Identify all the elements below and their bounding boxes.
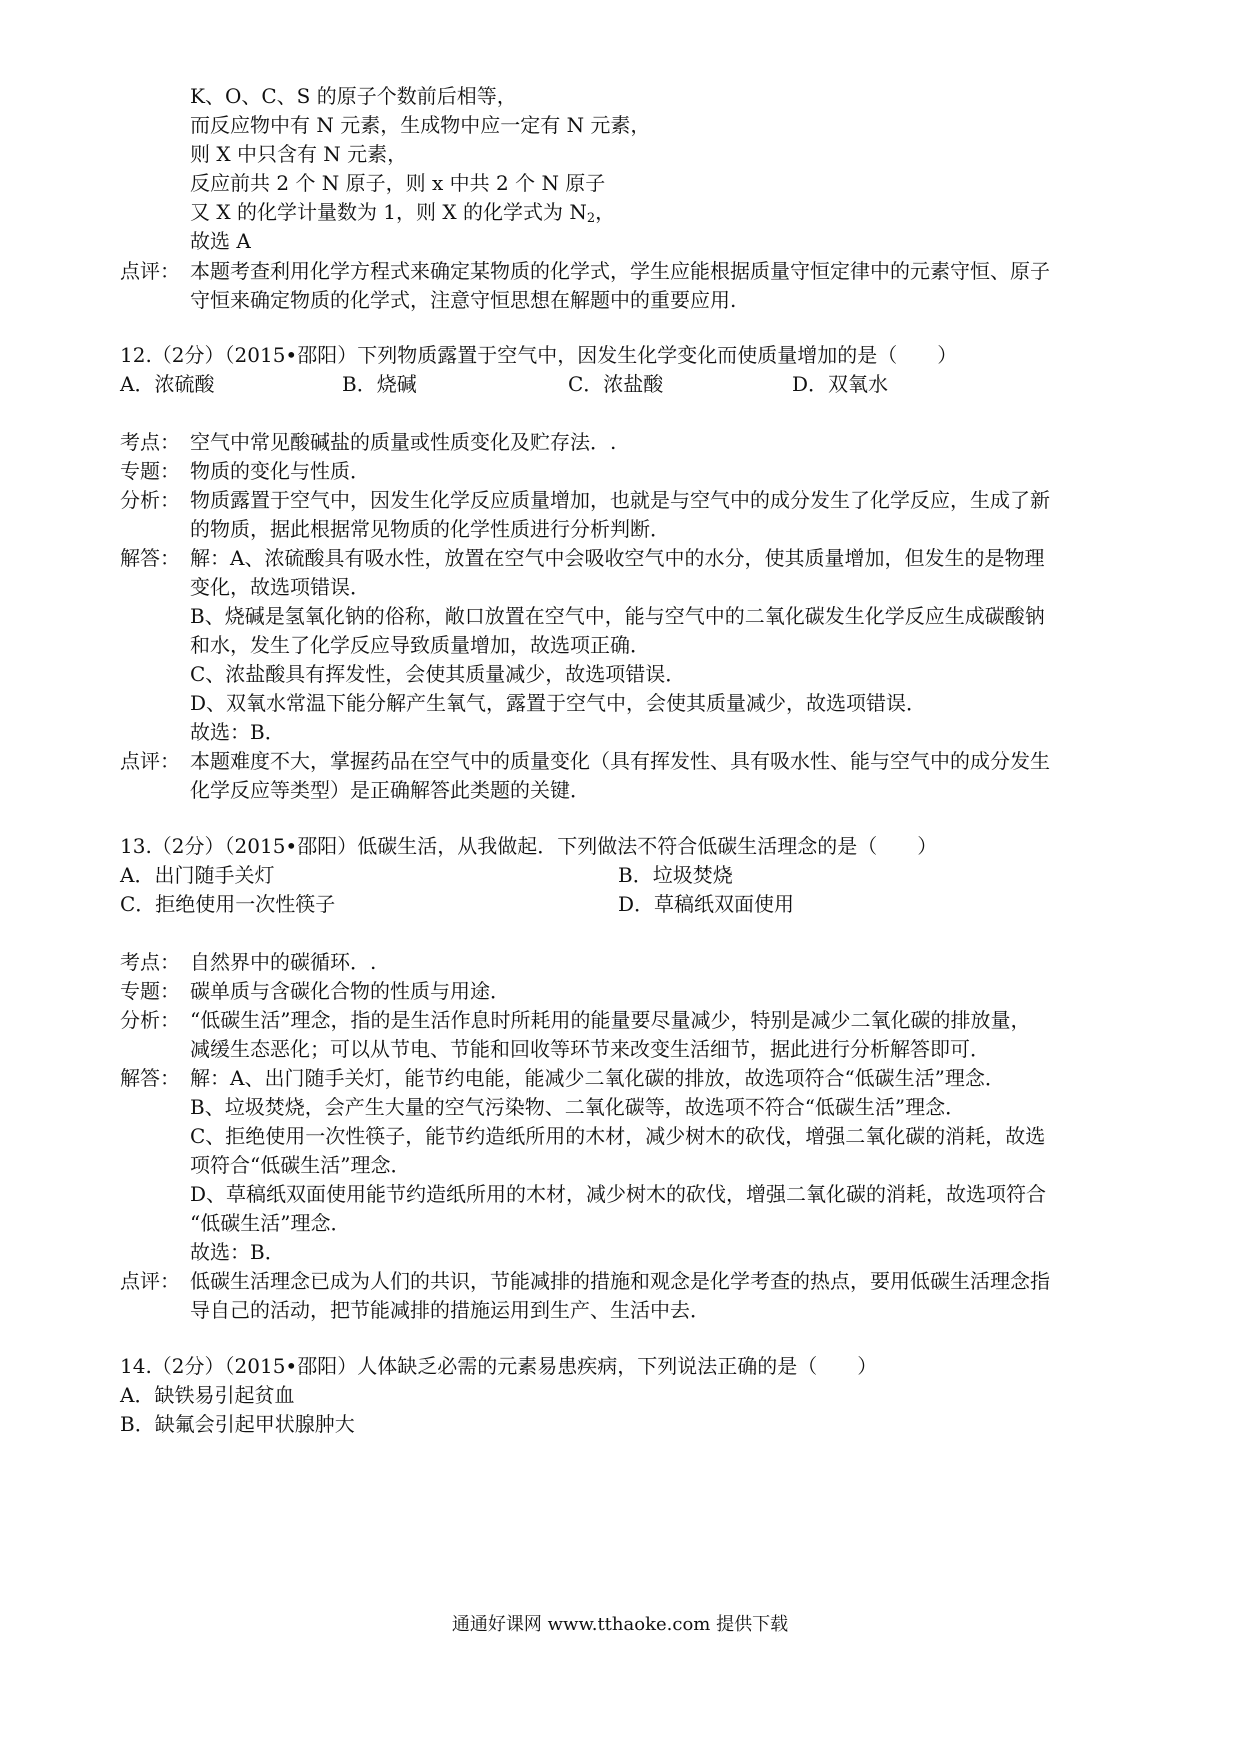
jieda-line: 和水，发生了化学反应导致质量增加，故选项正确．	[190, 633, 650, 657]
fenxi-line: 的物质，据此根据常见物质的化学性质进行分析判断．	[190, 517, 670, 541]
intro-line: 而反应物中有 N 元素，生成物中应一定有 N 元素，	[190, 113, 651, 137]
option-d: D．草稿纸双面使用	[618, 892, 795, 916]
jieda-label: 解答：	[120, 546, 180, 570]
option-b: B．烧碱	[342, 372, 417, 396]
question-stem: 13.（2分）（2015•邵阳）低碳生活，从我做起．下列做法不符合低碳生活理念的是（ ）	[120, 834, 938, 858]
fenxi-line: 减缓生态恶化；可以从节电、节能和回收等环节来改变生活细节，据此进行分析解答即可．	[190, 1037, 990, 1061]
zhuanti-text: 碳单质与含碳化合物的性质与用途．	[190, 979, 510, 1003]
zhuanti-text: 物质的变化与性质．	[190, 459, 370, 483]
jieda-line: C、浓盐酸具有挥发性，会使其质量减少，故选项错误．	[190, 662, 686, 686]
option-d: D．双氧水	[792, 372, 889, 396]
question-stem: 12.（2分）（2015•邵阳）下列物质露置于空气中，因发生化学变化而使质量增加的是（ ）	[120, 343, 958, 367]
kaodian-label: 考点：	[120, 950, 180, 974]
option-c: C．浓盐酸	[568, 372, 664, 396]
option-c: C．拒绝使用一次性筷子	[120, 892, 336, 916]
comment-label: 点评：	[120, 259, 180, 283]
comment-line: 本题考查利用化学方程式来确定某物质的化学式，学生应能根据质量守恒定律中的元素守恒、原子	[190, 259, 1050, 283]
jieda-line: B、垃圾焚烧，会产生大量的空气污染物、二氧化碳等，故选项不符合“低碳生活”理念．	[190, 1095, 966, 1119]
jieda-line: D、草稿纸双面使用能节约造纸所用的木材，减少树木的砍伐，增强二氧化碳的消耗，故选项符合	[190, 1182, 1047, 1206]
jieda-line: D、双氧水常温下能分解产生氧气，露置于空气中，会使其质量减少，故选项错误．	[190, 691, 927, 715]
comment-line: 守恒来确定物质的化学式，注意守恒思想在解题中的重要应用.	[190, 288, 737, 312]
kaodian-text: 空气中常见酸碱盐的质量或性质变化及贮存法．.	[190, 430, 617, 454]
fenxi-line: “低碳生活”理念，指的是生活作息时所耗用的能量要尽量减少，特别是减少二氧化碳的排放量，	[190, 1008, 1031, 1032]
formula-subscript: 2	[586, 211, 596, 226]
dianping-line: 导自己的活动，把节能减排的措施运用到生产、生活中去．	[190, 1298, 710, 1322]
dianping-line: 低碳生活理念已成为人们的共识，节能减排的措施和观念是化学考查的热点，要用低碳生活理念指	[190, 1269, 1050, 1293]
fenxi-label: 分析：	[120, 1008, 180, 1032]
jieda-line: 故选：B．	[190, 1240, 285, 1264]
jieda-line: B、烧碱是氢氧化钠的俗称，敞口放置在空气中，能与空气中的二氧化碳发生化学反应生成碳酸钠	[190, 604, 1045, 628]
option-a: A．缺铁易引起贫血	[120, 1383, 295, 1407]
fenxi-label: 分析：	[120, 488, 180, 512]
kaodian-text: 自然界中的碳循环．.	[190, 950, 377, 974]
intro-formula-line	[190, 198, 615, 233]
formula-tail: ，	[595, 200, 616, 224]
dianping-label: 点评：	[120, 749, 180, 773]
dianping-line: 本题难度不大，掌握药品在空气中的质量变化（具有挥发性、具有吸水性、能与空气中的成分发生	[190, 749, 1050, 773]
page-footer: 通通好课网 www.tthaoke.com 提供下载	[451, 1614, 789, 1635]
zhuanti-label: 专题：	[120, 979, 180, 1003]
jieda-label: 解答：	[120, 1066, 180, 1090]
intro-line: 则 X 中只含有 N 元素，	[190, 142, 408, 166]
option-a: A．浓硫酸	[120, 372, 215, 396]
intro-formula-text: 又 X 的化学计量数为 1，则 X 的化学式为 N	[190, 200, 587, 224]
jieda-line: 故选：B．	[190, 720, 285, 744]
intro-line: 故选 A	[190, 229, 251, 253]
option-a: A．出门随手关灯	[120, 863, 275, 887]
jieda-line: 解：A、浓硫酸具有吸水性，放置在空气中会吸收空气中的水分，使其质量增加，但发生的是物理	[190, 546, 1045, 570]
jieda-line: “低碳生活”理念．	[190, 1211, 351, 1235]
jieda-line: 变化，故选项错误．	[190, 575, 370, 599]
jieda-line: C、拒绝使用一次性筷子，能节约造纸所用的木材，减少树木的砍伐，增强二氧化碳的消耗，故选	[190, 1124, 1046, 1148]
dianping-line: 化学反应等类型）是正确解答此类题的关键．	[190, 778, 590, 802]
question-stem: 14.（2分）（2015•邵阳）人体缺乏必需的元素易患疾病，下列说法正确的是（ ）	[120, 1354, 878, 1378]
zhuanti-label: 专题：	[120, 459, 180, 483]
jieda-line: 项符合“低碳生活”理念．	[190, 1153, 411, 1177]
fenxi-line: 物质露置于空气中，因发生化学反应质量增加，也就是与空气中的成分发生了化学反应，生成了新	[190, 488, 1050, 512]
intro-line: K、O、C、S 的原子个数前后相等，	[190, 84, 517, 108]
option-b: B．缺氟会引起甲状腺肿大	[120, 1412, 355, 1436]
intro-line: 反应前共 2 个 N 原子，则 x 中共 2 个 N 原子	[190, 171, 606, 195]
kaodian-label: 考点：	[120, 430, 180, 454]
option-b: B．垃圾焚烧	[618, 863, 733, 887]
dianping-label: 点评：	[120, 1269, 180, 1293]
jieda-line: 解：A、出门随手关灯，能节约电能，能减少二氧化碳的排放，故选项符合“低碳生活”理念．	[190, 1066, 1005, 1090]
